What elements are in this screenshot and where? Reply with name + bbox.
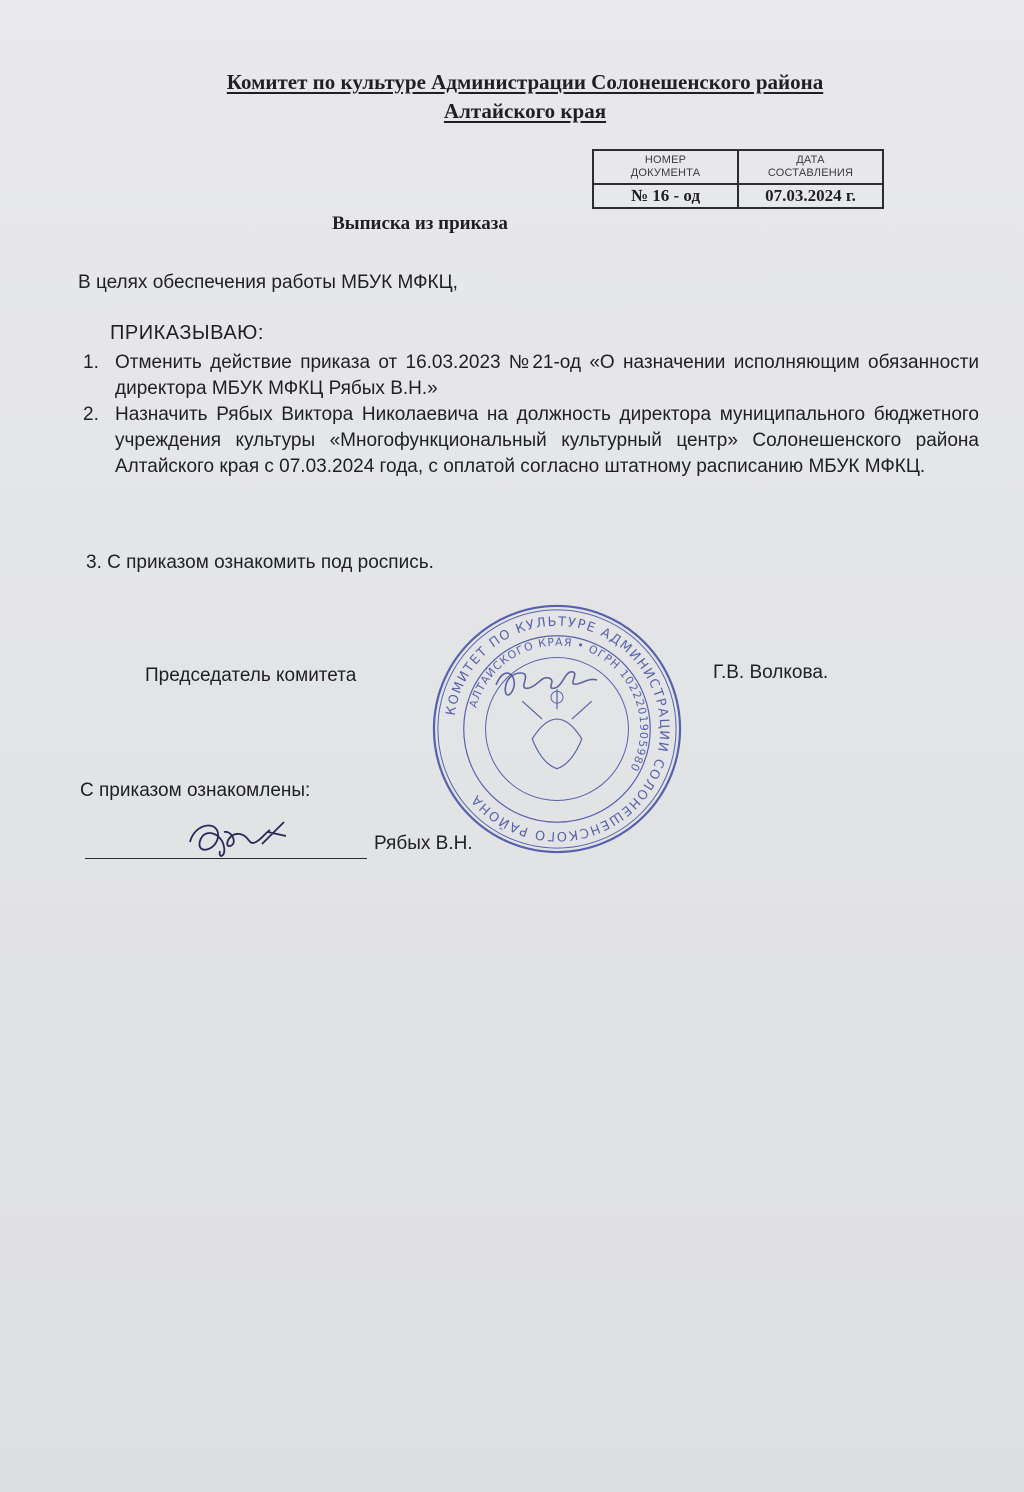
document-number-value: № 16 - од bbox=[593, 184, 738, 208]
order-item-text: Назначить Рябых Виктора Николаевича на должность директора муниципального бюджетного учреждения культуры «Многофункциональный культурный центр» Солонешенского района Алтайского края с 07.03.2024 года, с оплатой согласно штатному расписанию МБУК МФКЦ. bbox=[115, 404, 979, 477]
organization-heading bbox=[120, 68, 930, 126]
order-item: 2. Назначить Рябых Виктора Николаевича на должность директора муниципального бюджетного учреждения культуры «Многофункциональный культурный центр» Солонешенского района Алтайского края с 07.03.2024 года, с оплатой согласно штатному расписанию МБУК МФКЦ. bbox=[83, 404, 979, 477]
order-item-3: 3. С приказом ознакомить под роспись. bbox=[86, 552, 434, 573]
official-seal bbox=[428, 600, 686, 858]
acknowledgement-label: С приказом ознакомлены: bbox=[80, 780, 311, 801]
document-date-header: ДАТА СОСТАВЛЕНИЯ bbox=[738, 150, 883, 184]
signatory-name: Г.В. Волкова. bbox=[713, 662, 829, 683]
document-meta-table bbox=[592, 149, 884, 209]
heading-line-1: Комитет по культуре Администрации Солонешенского района bbox=[226, 70, 824, 94]
document-title: Выписка из приказа bbox=[332, 213, 508, 234]
order-items-list bbox=[80, 350, 979, 480]
intro-text: В целях обеспечения работы МБУК МФКЦ, bbox=[78, 272, 458, 293]
order-item: 1. Отменить действие приказа от 16.03.2023 №21-од «О назначении исполняющим обязанности директора МБУК МФКЦ Рябых В.Н.» bbox=[83, 352, 979, 399]
signatory-role: Председатель комитета bbox=[145, 665, 357, 686]
svg-text:АЛТАЙСКОГО КРАЯ • ОГРН 1022201: АЛТАЙСКОГО КРАЯ • ОГРН 1022201905980 bbox=[466, 635, 651, 775]
document-date-value: 07.03.2024 г. bbox=[738, 184, 883, 208]
order-word: ПРИКАЗЫВАЮ: bbox=[110, 322, 264, 344]
acknowledger-name: Рябых В.Н. bbox=[374, 833, 473, 854]
svg-text:КОМИТЕТ ПО КУЛЬТУРЕ АДМИНИСТРА: КОМИТЕТ ПО КУЛЬТУРЕ АДМИНИСТРАЦИИ СОЛОНЕШЕНСКОГО РАЙОНА bbox=[443, 614, 672, 844]
heading-line-2: Алтайского края bbox=[443, 99, 607, 123]
employee-signature bbox=[180, 812, 300, 867]
document-number-header: НОМЕР ДОКУМЕНТА bbox=[593, 150, 738, 184]
chair-signature bbox=[488, 655, 608, 705]
order-item-text: Отменить действие приказа от 16.03.2023 №21-од «О назначении исполняющим обязанности директора МБУК МФКЦ Рябых В.Н.» bbox=[115, 352, 979, 399]
